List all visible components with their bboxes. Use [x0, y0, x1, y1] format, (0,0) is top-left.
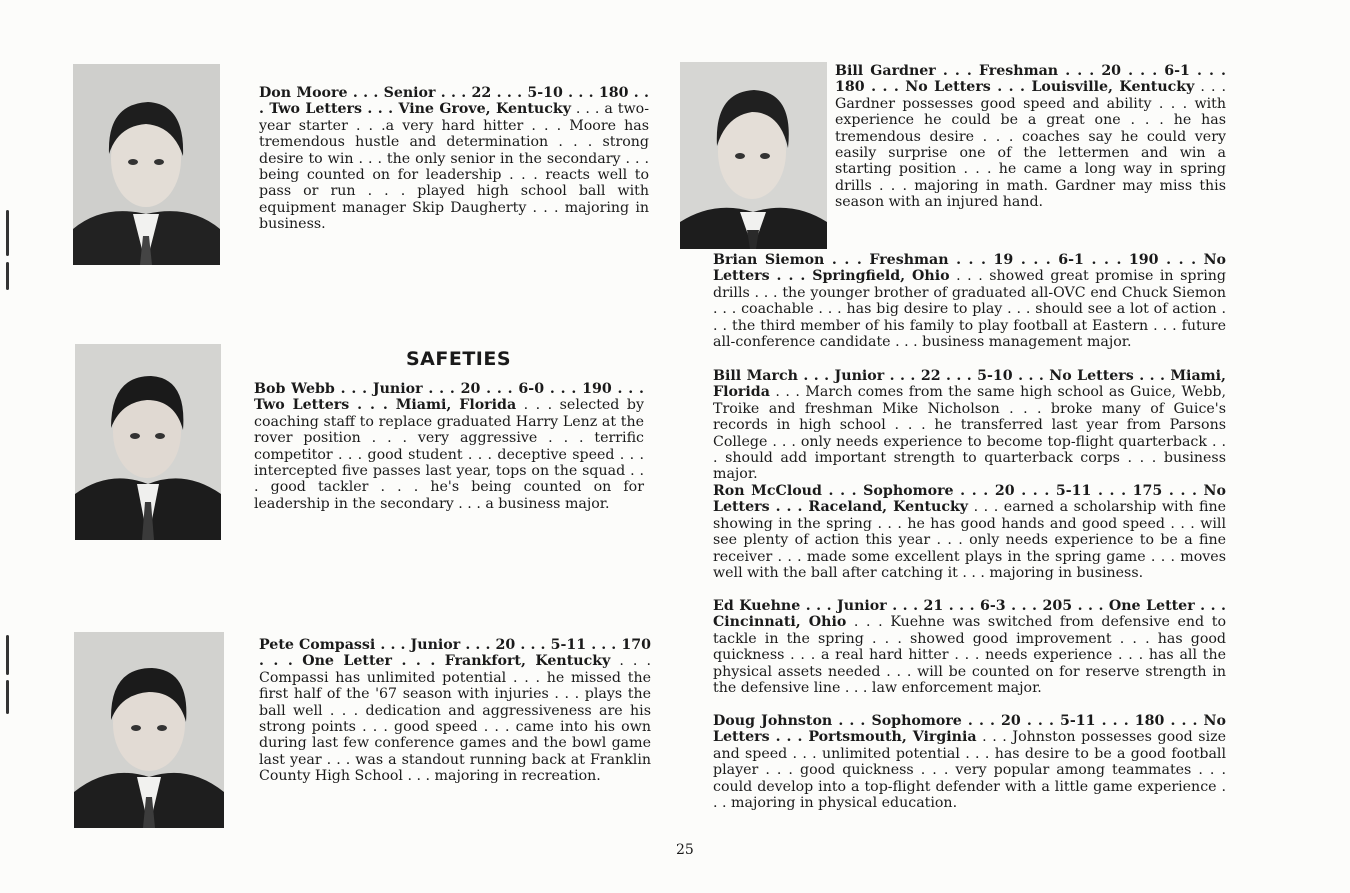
bio-ed-kuehne	[713, 598, 1226, 696]
bio-body: . . . March comes from the same high school as Guice, Webb, Troike and freshman Mike Nicholson . . . broke many of Guice's records in high school . . . he transferred last year from Parsons College . . . only needs experience to become top-flight quarterback . . . should add important strength to quarterback corps . . . business major.	[713, 384, 1226, 483]
player-photo-gardner	[680, 62, 827, 249]
player-photo-moore	[73, 64, 220, 265]
page-number: 25	[676, 842, 694, 858]
bio-header: Don Moore . . . Senior . . . 22 . . . 5-10 . . . 180 . . . Two Letters . . . Vine Grove, Kentucky	[259, 85, 649, 118]
bio-body: . . . Johnston possesses good size and speed . . . unlimited potential . . . has desire to be a good football player . . . good quickness . . . very popular among teammates . . . could develop into a top-flight defender with a little game experience . . . majoring in physical education.	[713, 729, 1226, 812]
bio-header: Ron McCloud . . . Sophomore . . . 20 . . . 5-11 . . . 175 . . . No Letters . . . Raceland, Kentucky	[713, 483, 1226, 516]
bio-don-moore	[259, 85, 649, 233]
bio-bob-webb	[254, 381, 644, 512]
bio-body: . . . Kuehne was switched from defensive end to tackle in the spring . . . showed good improvement . . . has good quickness . . . a real hard hitter . . . needs experience . . . has all the physical assets needed . . . will be counted on for reserve strength in the defensive line . . . law enforcement major.	[713, 614, 1226, 697]
bio-header: Bob Webb . . . Junior . . . 20 . . . 6-0 . . . 190 . . . Two Letters . . . Miami, Florida	[254, 381, 644, 414]
bio-brian-siemon	[713, 252, 1226, 350]
bio-bill-march	[713, 368, 1226, 483]
bio-bill-gardner	[835, 63, 1226, 211]
section-title: SAFETIES	[406, 348, 512, 370]
binder-mark	[6, 262, 9, 290]
bio-header: Bill Gardner . . . Freshman . . . 20 . . . 6-1 . . . 180 . . . No Letters . . . Louisville, Kentucky	[835, 63, 1226, 96]
bio-body: . . . Compassi has unlimited potential . . . he missed the first half of the '67 season with injuries . . . plays the ball well . . . dedication and aggressiveness are his strong points . . . good speed . . . came into his own during last few conference games and the bowl game last year . . . was a standout running back at Franklin County High School . . . majoring in recreation.	[259, 653, 651, 785]
binder-mark	[6, 680, 9, 714]
bio-body: . . . Gardner possesses good speed and ability . . . with experience he could be a great one . . . he has tremendous desire . . . coaches say he could very easily surprise one of the lettermen and win a starting position . . . he came a long way in spring drills . . . majoring in math. Gardner may miss this season with an injured hand.	[835, 79, 1227, 211]
bio-doug-johnston	[713, 713, 1226, 811]
player-photo-compassi	[74, 632, 224, 828]
bio-header: Brian Siemon . . . Freshman . . . 19 . . . 6-1 . . . 190 . . . No Letters . . . Springfield, Ohio	[713, 252, 1226, 285]
bio-pete-compassi	[259, 637, 651, 785]
bio-header: Pete Compassi . . . Junior . . . 20 . . . 5-11 . . . 170 . . . One Letter . . . Frankfort, Kentucky	[259, 637, 651, 670]
bio-body: . . . earned a scholarship with fine showing in the spring . . . he has good hands and good speed . . . will see plenty of action this year . . . only needs experience to be a fine receiver . . . made some excellent plays in the spring game . . . moves well with the ball after catching it . . . majoring in business.	[713, 499, 1226, 582]
bio-header: Doug Johnston . . . Sophomore . . . 20 . . . 5-11 . . . 180 . . . No Letters . . . Portsmouth, Virginia	[713, 713, 1226, 746]
binder-mark	[6, 210, 9, 256]
bio-body: . . . a two-year starter . . .a very hard hitter . . . Moore has tremendous hustle and determination . . . strong desire to win . . . the only senior in the secondary . . . being counted on for leadership . . . reacts well to pass or run . . . played high school ball with equipment manager Skip Daugherty . . . majoring in business.	[259, 101, 649, 233]
binder-mark	[6, 635, 9, 675]
bio-header: Bill March . . . Junior . . . 22 . . . 5-10 . . . No Letters . . . Miami, Florida	[713, 368, 1226, 401]
bio-body: . . . selected by coaching staff to replace graduated Harry Lenz at the rover position . . . very aggressive . . . terrific competitor . . . good student . . . deceptive speed . . . intercepted five passes last year, tops on the squad . . . good tackler . . . he's being counted on for leadership in the secondary . . . a business major.	[254, 397, 644, 512]
bio-header: Ed Kuehne . . . Junior . . . 21 . . . 6-3 . . . 205 . . . One Letter . . . Cincinnati, Ohio	[713, 598, 1226, 631]
bio-ron-mccloud	[713, 483, 1226, 581]
player-photo-webb	[75, 344, 221, 540]
bio-body: . . . showed great promise in spring drills . . . the younger brother of graduated all-OVC end Chuck Siemon . . . coachable . . . has big desire to play . . . should see a lot of action . . . the third member of his family to play football at Eastern . . . future all-conference candidate . . . business management major.	[713, 268, 1226, 351]
